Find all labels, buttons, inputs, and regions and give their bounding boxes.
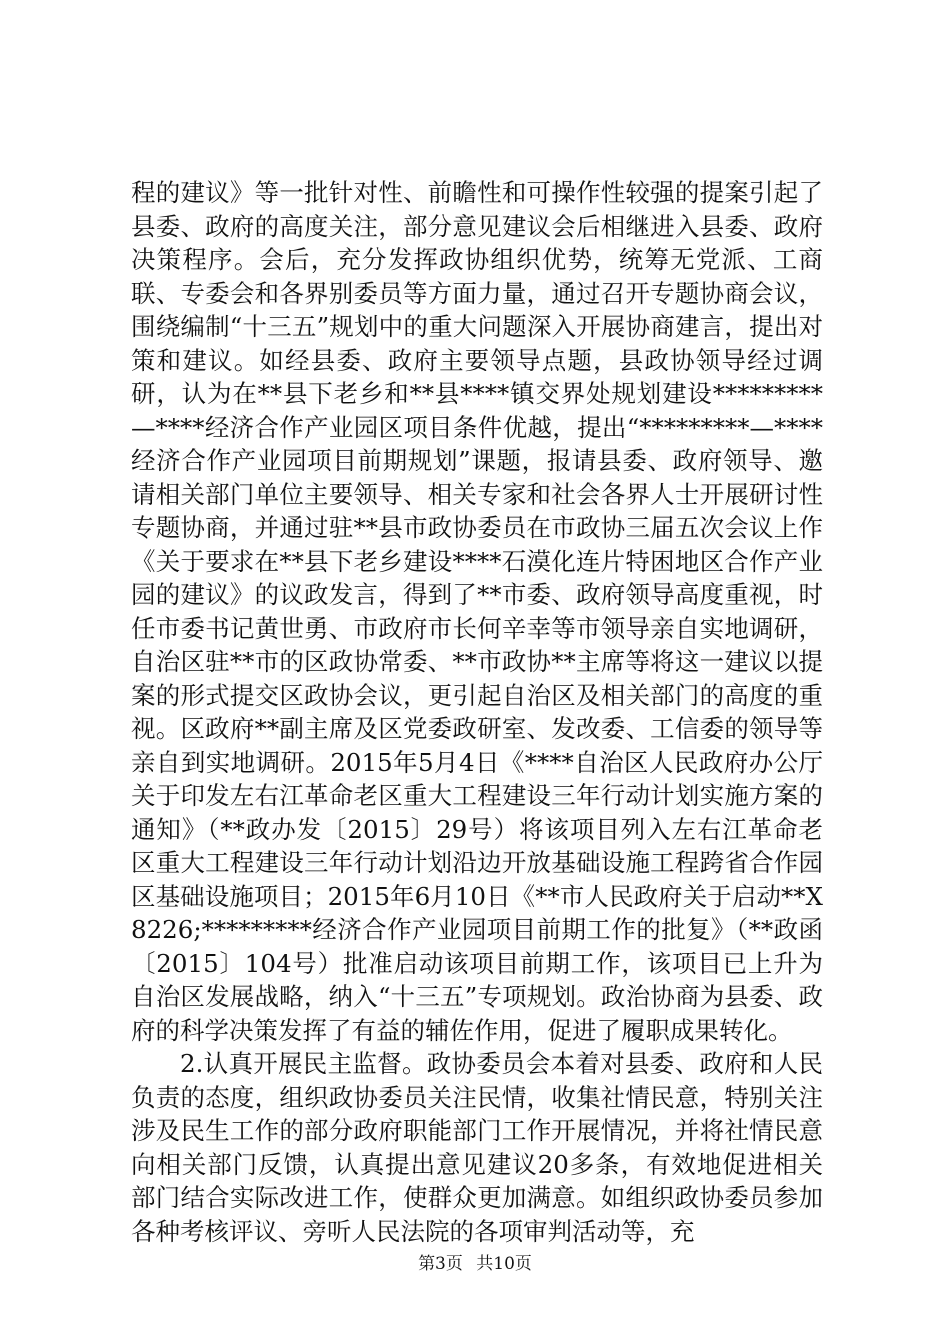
- paragraph-2: 2.认真开展民主监督。政协委员会本着对县委、政府和人民负责的态度，组织政协委员关注民情，收集社情民意，特别关注涉及民生工作的部分政府职能部门工作开展情况，并将社情民意向相关部门反馈，认真提出意见建议20多条，有效地促进相关部门结合实际改进工作，使群众更加满意。如组织政协委员参加各种考核评议、旁听人民法院的各项审判活动等，充: [131, 1049, 823, 1246]
- page-total: 共10页: [476, 1254, 532, 1274]
- page-number: 第3页: [418, 1254, 463, 1274]
- paragraph-1: 程的建议》等一批针对性、前瞻性和可操作性较强的提案引起了县委、政府的高度关注，部分意见建议会后相继进入县委、政府决策程序。会后，充分发挥政协组织优势，统筹无党派、工商联、专委会和各界别委员等方面力量，通过召开专题协商会议，围绕编制“十三五”规划中的重大问题深入开展协商建言，提出对策和建议。如经县委、政府主要领导点题，县政协领导经过调研，认为在**县下老乡和**县****镇交界处规划建设*********—****经济合作产业园区项目条件优越，提出“*********—****经济合作产业园项目前期规划”课题，报请县委、政府领导、邀请相关部门单位主要领导、相关专家和社会各界人士开展研讨性专题协商，并通过驻**县市政协委员在市政协三届五次会议上作《关于要求在**县下老乡建设****石漠化连片特困地区合作产业园的建议》的议政发言，得到了**市委、政府领导高度重视，时任市委书记黄世勇、市政府市长何辛幸等市领导亲自实地调研，自治区驻**市的区政协常委、**市政协**主席等将这一建议以提案的形式提交区政协会议，更引起自治区及相关部门的高度的重视。区政府**副主席及区党委政研室、发改委、工信委的领导等亲自到实地调研。2015年5月4日《****自治区人民政府办公厅关于印发左右江革命老区重大工程建设三年行动计划实施方案的通知》（**政办发〔2015〕29号）将该项目列入左右江革命老区重大工程建设三年行动计划沿边开放基础设施工程跨省合作园区基础设施项目；2015年6月10日《**市人民政府关于启动**X8226;*********经济合作产业园项目前期工作的批复》（**政函〔2015〕104号）批准启动该项目前期工作，该项目已上升为自治区发展战略，纳入“十三五”专项规划。政治协商为县委、政府的科学决策发挥了有益的辅佐作用，促进了履职成果转化。: [131, 178, 823, 1045]
- document-body: [131, 176, 823, 1248]
- page-footer: [0, 1253, 950, 1275]
